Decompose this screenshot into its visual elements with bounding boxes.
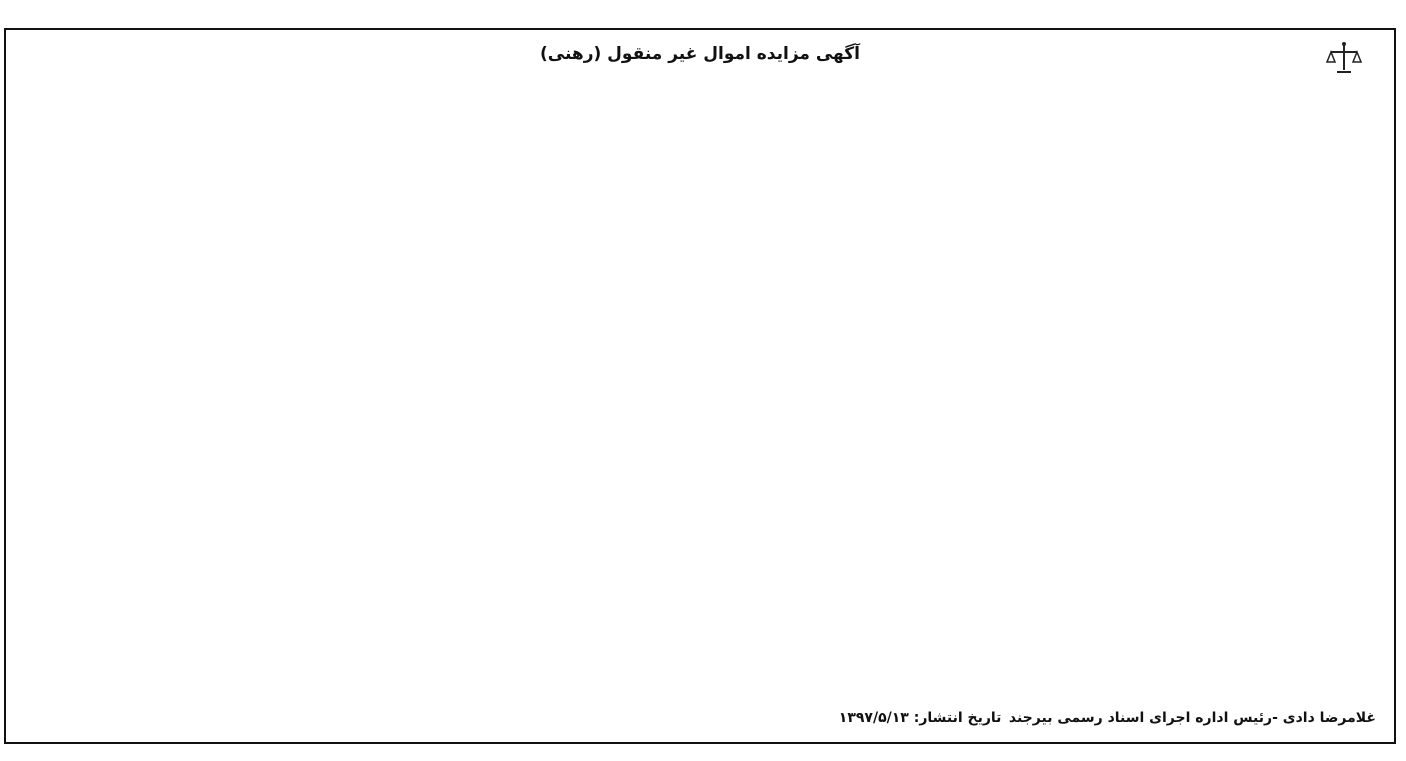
notice-paragraph [20,84,1380,696]
notice-footer [6,710,1394,732]
publication-date: تاریخ انتشار: ۱۳۹۷/۵/۱۳ [838,710,1002,726]
notice-frame [4,28,1396,744]
notice-title: آگهی مزایده اموال غیر منقول (رهنی) [540,44,860,64]
signature: غلامرضا دادی -رئیس اداره اجرای اسناد رسمی بیرجند [1008,710,1376,726]
